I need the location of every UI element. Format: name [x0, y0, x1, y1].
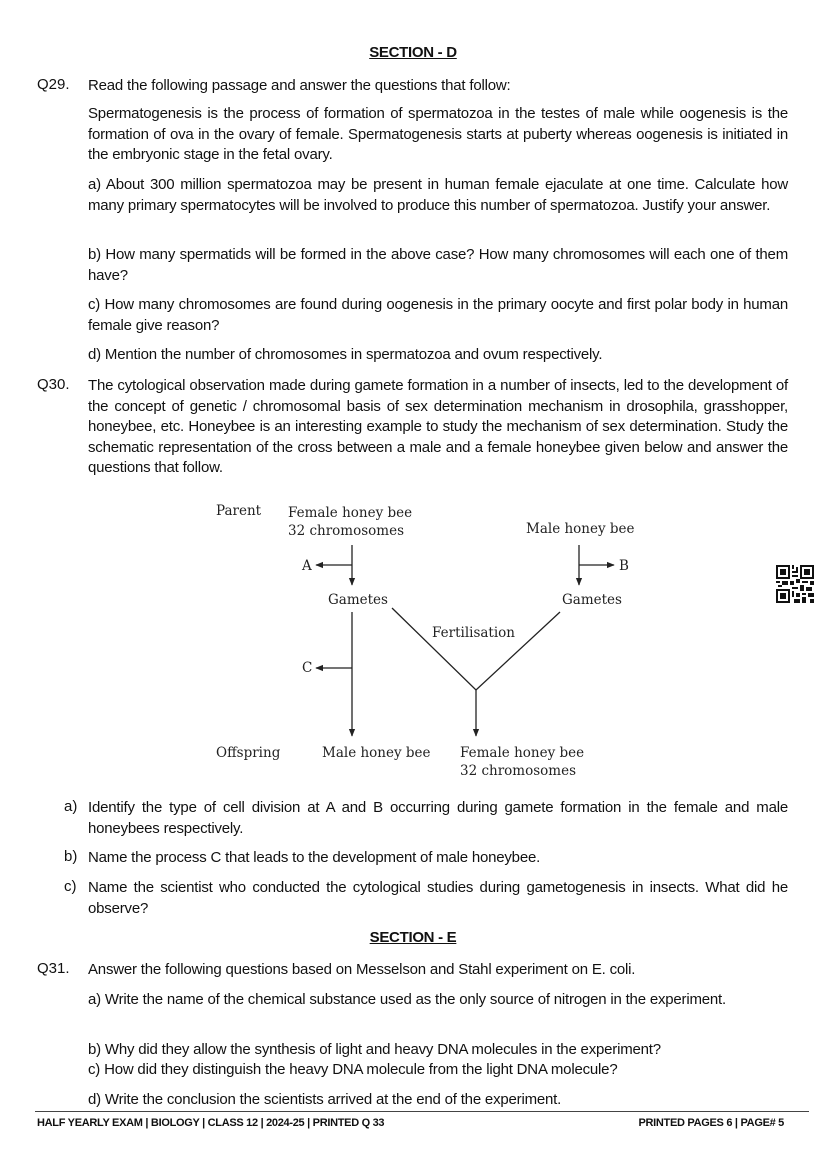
section-e-title: SECTION - E: [369, 929, 457, 946]
footer-divider: [35, 1111, 809, 1112]
q31-number: Q31.: [37, 960, 70, 977]
q31-intro: Answer the following questions based on Messelson and Stahl experiment on E. coli.: [88, 961, 636, 978]
female-offspring-label: Female honey bee: [460, 745, 585, 761]
q29-part-b: b) How many spermatids will be formed in the above case? How many chromosomes will each one of them have?: [88, 246, 788, 284]
q30-part-a: Identify the type of cell division at A and B occurring during gamete formation in the female and male honeybees respectively.: [88, 799, 788, 837]
gametes-right-label: Gametes: [562, 592, 622, 608]
footer-exam-info: HALF YEARLY EXAM | BIOLOGY | CLASS 12 | 2024-25 | PRINTED Q 33: [37, 1117, 385, 1129]
q30-passage: The cytological observation made during gamete formation in a number of insects, led to the development of the concept of genetic / chromosomal basis of sex determination mechanism in drosophila, grasshopper, honeybee, etc. Honeybee is an interesting example to study the mechanism of sex determination. Study the schematic representation of the cross between a male and a female honeybee given below and answer the questions that follow.: [88, 377, 788, 476]
male-offspring-label: Male honey bee: [322, 745, 431, 761]
q30-part-c-label: c): [64, 878, 77, 895]
q30-part-b-label: b): [64, 848, 78, 865]
q30-part-c: Name the scientist who conducted the cytological studies during gametogenesis in insects. What did he observe?: [88, 879, 788, 917]
female-offspring-chromosomes: 32 chromosomes: [460, 763, 577, 779]
q30-part-b: Name the process C that leads to the development of male honeybee.: [88, 849, 541, 866]
q31-part-a: a) Write the name of the chemical substance used as the only source of nitrogen in the experiment.: [88, 991, 726, 1008]
label-a: A: [302, 558, 312, 574]
section-d-title: SECTION - D: [369, 44, 457, 61]
q31-part-c: c) How did they distinguish the heavy DNA molecule from the light DNA molecule?: [88, 1061, 618, 1078]
qr-code-icon: [776, 565, 814, 603]
q29-number: Q29.: [37, 76, 70, 93]
footer-page-info: PRINTED PAGES 6 | PAGE# 5: [638, 1117, 784, 1129]
q29-part-a: a) About 300 million spermatozoa may be present in human female ejaculate at one time. Calculate how many primary spermatocytes will be involved to produce this number of spermatozoa. Justify your answer.: [88, 176, 788, 214]
parent-label: Parent: [216, 503, 262, 519]
female-parent-label: Female honey bee: [288, 505, 413, 521]
offspring-label: Offspring: [216, 745, 281, 761]
q30-part-a-label: a): [64, 798, 78, 815]
q30-number: Q30.: [37, 376, 70, 393]
q29-passage: Spermatogenesis is the process of formation of spermatozoa in the testes of male while oogenesis is the formation of ova in the ovary of female. Spermatogenesis starts at puberty whereas oogenesis is initiated in the embryonic stage in the fetal ovary.: [88, 105, 788, 163]
female-parent-chromosomes: 32 chromosomes: [288, 523, 405, 539]
q31-part-b: b) Why did they allow the synthesis of light and heavy DNA molecules in the experiment?: [88, 1041, 661, 1058]
q29-part-c: c) How many chromosomes are found during oogenesis in the primary oocyte and first polar body in human female give reason?: [88, 296, 788, 334]
q29-part-d: d) Mention the number of chromosomes in spermatozoa and ovum respectively.: [88, 346, 603, 363]
gametes-left-label: Gametes: [328, 592, 388, 608]
q29-intro: Read the following passage and answer the questions that follow:: [88, 77, 511, 94]
label-c: C: [302, 660, 313, 676]
male-parent-label: Male honey bee: [526, 521, 635, 537]
fertilisation-label: Fertilisation: [432, 625, 515, 641]
label-b: B: [619, 558, 629, 574]
q31-part-d: d) Write the conclusion the scientists arrived at the end of the experiment.: [88, 1091, 562, 1108]
